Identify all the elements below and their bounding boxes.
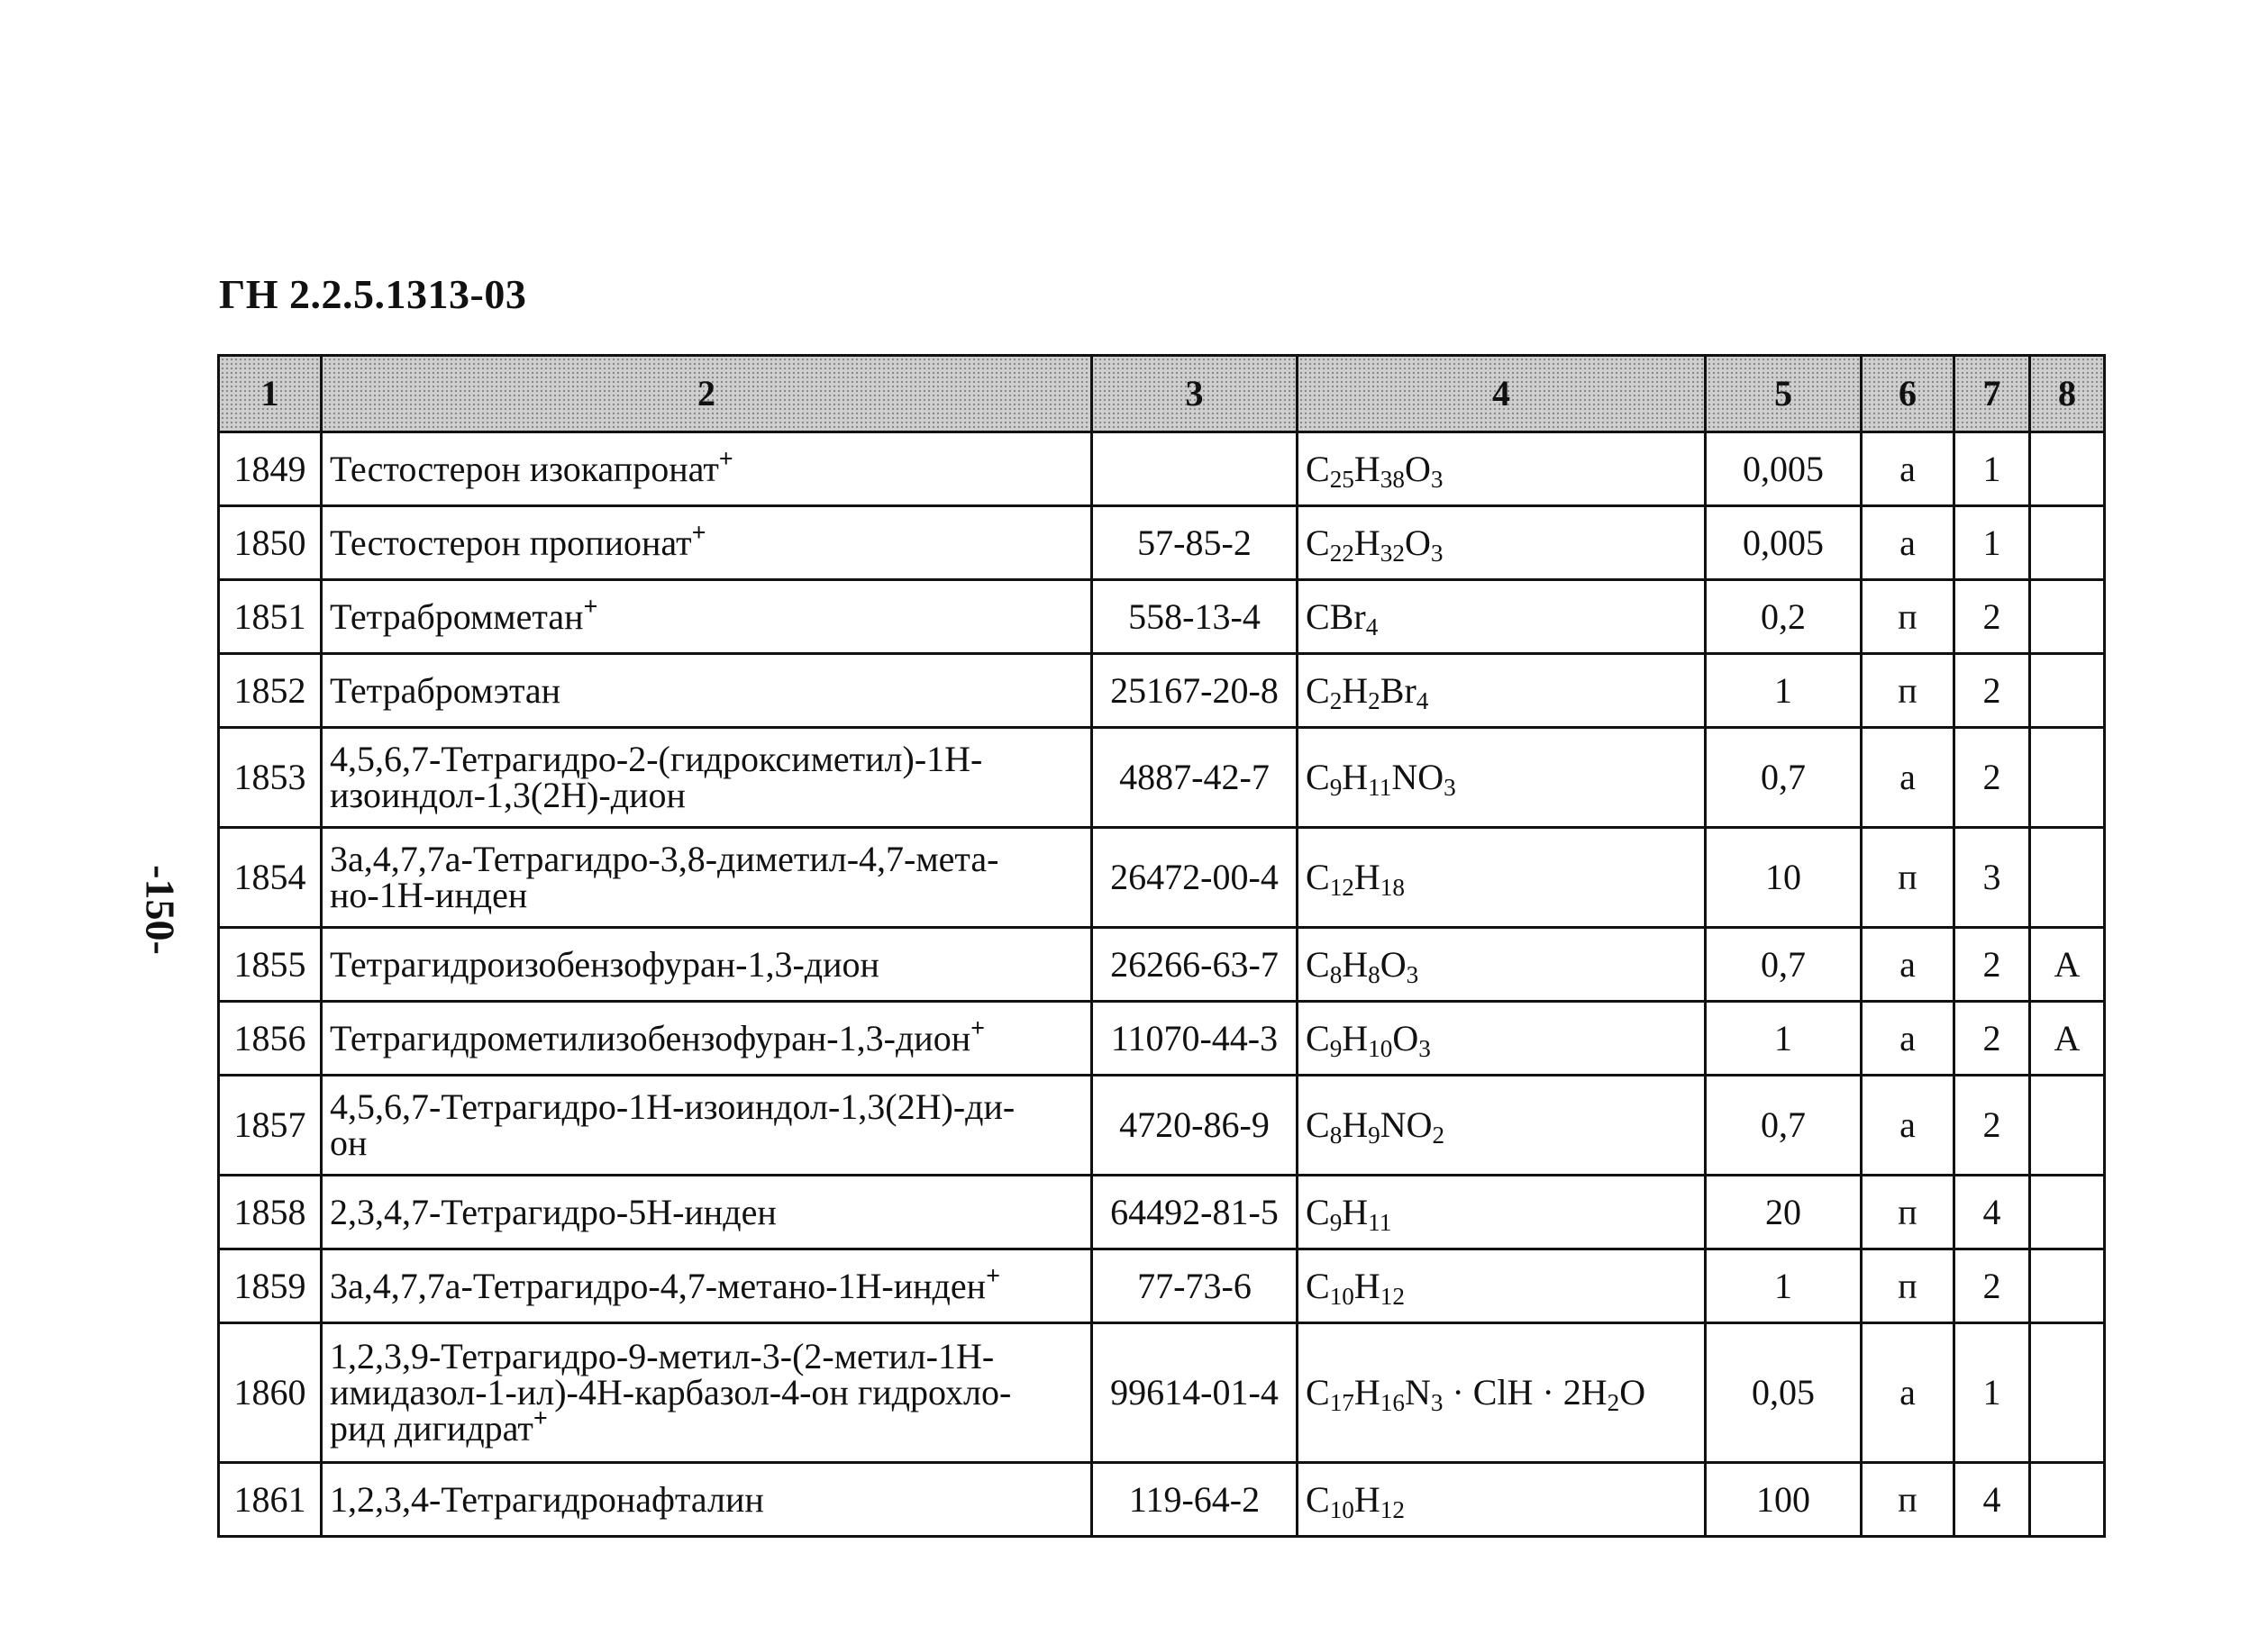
cas-number: 4887-42-7 — [1119, 757, 1270, 797]
cas-number-cell — [1092, 1076, 1298, 1176]
formula-subscript: 2 — [1607, 1388, 1620, 1416]
formula-cell — [1298, 1249, 1706, 1323]
limit-value: 100 — [1756, 1478, 1810, 1520]
substance-name-cell — [322, 1002, 1092, 1076]
substance-name-cell — [322, 1323, 1092, 1463]
row-number-cell — [219, 1076, 322, 1176]
row-number: 1860 — [233, 1372, 306, 1413]
formula-subscript: 8 — [1329, 1121, 1343, 1149]
formula-text: H — [1342, 943, 1369, 985]
table-row — [219, 1249, 2105, 1323]
cas-number-cell — [1092, 580, 1298, 654]
formula-cell — [1298, 580, 1706, 654]
note-cell — [2030, 432, 2105, 506]
formula-subscript: 25 — [1329, 465, 1354, 493]
cas-number: 26266-63-7 — [1110, 943, 1279, 985]
note-cell — [2030, 1176, 2105, 1249]
page-number: -150- — [137, 865, 184, 955]
substance-name-cell — [322, 1076, 1092, 1176]
table-row — [219, 432, 2105, 506]
limit-value: 0,05 — [1752, 1372, 1815, 1413]
row-number-cell — [219, 432, 322, 506]
substance-name: Тетрагидрометилизобензофуран-1,3-дион — [330, 1017, 971, 1058]
cas-number: 64492-81-5 — [1110, 1191, 1279, 1232]
limit-value: 0,005 — [1743, 522, 1824, 563]
table-row — [219, 580, 2105, 654]
substance-name-line: имидазол-1-ил)-4Н-карбазол-4-он гидрохло- — [330, 1372, 1012, 1413]
cas-number: 25167-20-8 — [1110, 669, 1279, 711]
hazard-class-cell — [1954, 1323, 2030, 1463]
aggregate-state: п — [1898, 669, 1917, 711]
hazard-class: 1 — [1982, 522, 2001, 563]
aggregate-state-cell — [1862, 1323, 1954, 1463]
formula-text: C — [1306, 757, 1330, 797]
substance-name: Тетрагидроизобензофуран-1,3-дион — [330, 943, 879, 985]
row-number-cell — [219, 1249, 322, 1323]
cas-number: 57-85-2 — [1137, 522, 1252, 563]
hazard-class-cell — [1954, 928, 2030, 1002]
header-col-7: 7 — [1954, 356, 2030, 432]
formula-subscript: 9 — [1329, 773, 1343, 801]
cas-number: 11070-44-3 — [1110, 1017, 1279, 1058]
plus-mark: + — [533, 1404, 548, 1433]
note: А — [2054, 1017, 2081, 1058]
table-row — [219, 828, 2105, 928]
aggregate-state-cell — [1862, 432, 1954, 506]
formula-text: C — [1306, 857, 1330, 897]
substance-name-cell — [322, 728, 1092, 828]
cas-number: 558-13-4 — [1128, 595, 1261, 637]
formula-subscript: 2 — [1432, 1121, 1445, 1149]
substance-name-line: 4,5,6,7-Тетрагидро-1Н-изоиндол-1,3(2Н)-ди- — [330, 1086, 1016, 1127]
aggregate-state-cell — [1862, 580, 1954, 654]
aggregate-state: п — [1898, 1191, 1917, 1232]
formula-text: O — [1404, 522, 1431, 563]
formula-text: H — [1353, 522, 1380, 563]
formula-subscript: 22 — [1329, 539, 1354, 567]
formula-subscript: 10 — [1329, 1495, 1354, 1523]
hazard-class: 1 — [1982, 448, 2001, 489]
limit-value: 0,7 — [1761, 943, 1806, 985]
formula-cell — [1298, 1463, 1706, 1537]
hazard-class: 2 — [1982, 1017, 2001, 1058]
table-row — [219, 1323, 2105, 1463]
substance-name-line: он — [330, 1122, 368, 1163]
substance-name-cell — [322, 1249, 1092, 1323]
row-number-cell — [219, 728, 322, 828]
cas-number: 99614-01-4 — [1110, 1372, 1279, 1413]
header-col-8: 8 — [2030, 356, 2105, 432]
limit-value-cell — [1706, 432, 1862, 506]
substance-name-line: рид дигидрат — [330, 1408, 533, 1449]
aggregate-state: а — [1899, 943, 1916, 985]
note: А — [2054, 943, 2081, 985]
row-number: 1861 — [233, 1478, 306, 1520]
formula-cell — [1298, 928, 1706, 1002]
plus-mark: + — [718, 445, 733, 474]
note-cell — [2030, 1323, 2105, 1463]
formula-text: C — [1306, 669, 1330, 711]
plus-mark: + — [970, 1014, 986, 1043]
formula-text: O — [1619, 1372, 1646, 1413]
formula-subscript: 8 — [1329, 960, 1343, 988]
formula-text: NO — [1391, 757, 1444, 797]
substance-name-cell — [322, 506, 1092, 580]
limit-value-cell — [1706, 580, 1862, 654]
table-row — [219, 1076, 2105, 1176]
hazard-class-cell — [1954, 1249, 2030, 1323]
formula-subscript: 32 — [1380, 539, 1405, 567]
row-number-cell — [219, 580, 322, 654]
limit-value: 0,7 — [1761, 1104, 1806, 1145]
aggregate-state-cell — [1862, 654, 1954, 728]
substance-name-line: но-1Н-инден — [330, 875, 528, 915]
plus-mark: + — [583, 593, 598, 622]
hazard-class-cell — [1954, 728, 2030, 828]
formula-subscript: 11 — [1368, 1208, 1392, 1236]
cas-number-cell — [1092, 928, 1298, 1002]
row-number-cell — [219, 1323, 322, 1463]
formula-text: N — [1404, 1372, 1431, 1413]
limit-value: 1 — [1774, 1017, 1792, 1058]
hazard-class-cell — [1954, 432, 2030, 506]
formula-subscript: 3 — [1406, 960, 1419, 988]
row-number: 1857 — [233, 1104, 306, 1145]
formula-subscript: 3 — [1418, 1034, 1431, 1062]
hazard-class: 2 — [1982, 757, 2001, 797]
formula-cell — [1298, 1323, 1706, 1463]
formula-cell — [1298, 1176, 1706, 1249]
row-number: 1859 — [233, 1265, 306, 1306]
table-row — [219, 1002, 2105, 1076]
table-row — [219, 654, 2105, 728]
formula-text: O — [1392, 1017, 1419, 1058]
row-number-cell — [219, 1463, 322, 1537]
limit-value: 0,2 — [1761, 595, 1806, 637]
cas-number-cell — [1092, 728, 1298, 828]
note-cell — [2030, 1249, 2105, 1323]
aggregate-state-cell — [1862, 1249, 1954, 1323]
formula-cell — [1298, 654, 1706, 728]
hazard-class: 2 — [1982, 669, 2001, 711]
header-row — [219, 356, 2105, 432]
formula-text: C — [1306, 1478, 1330, 1520]
aggregate-state-cell — [1862, 1176, 1954, 1249]
limit-value-cell — [1706, 506, 1862, 580]
substance-name-cell — [322, 828, 1092, 928]
row-number: 1850 — [233, 522, 306, 563]
formula-cell — [1298, 506, 1706, 580]
aggregate-state: п — [1898, 595, 1917, 637]
formula-cell — [1298, 432, 1706, 506]
aggregate-state: п — [1898, 1265, 1917, 1306]
cas-number-cell — [1092, 1176, 1298, 1249]
formula-text: C — [1306, 1104, 1330, 1145]
header-col-2: 2 — [322, 356, 1092, 432]
cas-number-cell — [1092, 432, 1298, 506]
aggregate-state: а — [1899, 522, 1916, 563]
formula-text: H — [1353, 1372, 1380, 1413]
row-number-cell — [219, 506, 322, 580]
note-cell — [2030, 506, 2105, 580]
aggregate-state-cell — [1862, 828, 1954, 928]
limit-value-cell — [1706, 1463, 1862, 1537]
aggregate-state-cell — [1862, 1076, 1954, 1176]
limit-value-cell — [1706, 1323, 1862, 1463]
substance-name: Тетрабромэтан — [330, 669, 561, 711]
limit-value: 10 — [1765, 857, 1801, 897]
row-number-cell — [219, 928, 322, 1002]
substance-name-cell — [322, 1176, 1092, 1249]
row-number-cell — [219, 654, 322, 728]
cas-number: 77-73-6 — [1137, 1265, 1252, 1306]
hazard-class-cell — [1954, 1076, 2030, 1176]
formula-subscript: 9 — [1329, 1034, 1343, 1062]
note-cell — [2030, 728, 2105, 828]
limit-value-cell — [1706, 654, 1862, 728]
row-number: 1858 — [233, 1191, 306, 1232]
formula-text: H — [1353, 448, 1380, 489]
formula-text: H — [1353, 1478, 1380, 1520]
note-cell — [2030, 928, 2105, 1002]
hazard-class-cell — [1954, 506, 2030, 580]
limit-value-cell — [1706, 1249, 1862, 1323]
formula-subscript: 38 — [1380, 465, 1405, 493]
note-cell — [2030, 580, 2105, 654]
formula-subscript: 12 — [1380, 1282, 1405, 1310]
substance-name-cell — [322, 928, 1092, 1002]
formula-text: H — [1342, 1104, 1369, 1145]
limit-value-cell — [1706, 1076, 1862, 1176]
hazard-class: 2 — [1982, 595, 2001, 637]
cas-number-cell — [1092, 1323, 1298, 1463]
cas-number: 26472-00-4 — [1110, 857, 1279, 897]
formula-text: NO — [1380, 1104, 1433, 1145]
formula-text: O — [1404, 448, 1431, 489]
hazard-class-cell — [1954, 1002, 2030, 1076]
note-cell — [2030, 1002, 2105, 1076]
formula-subscript: 3 — [1430, 465, 1444, 493]
formula-subscript: 18 — [1380, 873, 1405, 901]
cas-number-cell — [1092, 1002, 1298, 1076]
aggregate-state: а — [1899, 1017, 1916, 1058]
aggregate-state: а — [1899, 1372, 1916, 1413]
formula-subscript: 12 — [1329, 873, 1354, 901]
header-col-1: 1 — [219, 356, 322, 432]
table-row — [219, 728, 2105, 828]
formula-cell — [1298, 1002, 1706, 1076]
formula-text: H — [1342, 757, 1369, 797]
formula-cell — [1298, 728, 1706, 828]
substance-name: Тетрабромметан — [330, 595, 584, 637]
substance-name-line: 3а,4,7,7а-Тетрагидро-3,8-диметил-4,7-мета- — [330, 839, 999, 879]
table-row — [219, 1176, 2105, 1249]
formula-subscript: 10 — [1368, 1034, 1393, 1062]
substance-name-cell — [322, 580, 1092, 654]
header-col-3: 3 — [1092, 356, 1298, 432]
formula-subscript: 4 — [1365, 613, 1379, 640]
formula-text: C — [1306, 1372, 1330, 1413]
formula-subscript: 11 — [1368, 773, 1392, 801]
row-number-cell — [219, 1002, 322, 1076]
formula-subscript: 2 — [1368, 686, 1380, 714]
row-number-cell — [219, 828, 322, 928]
hazard-class: 1 — [1982, 1372, 2001, 1413]
limit-value-cell — [1706, 728, 1862, 828]
cas-number-cell — [1092, 506, 1298, 580]
row-number: 1851 — [233, 595, 306, 637]
formula-subscript: 2 — [1329, 686, 1343, 714]
aggregate-state: п — [1898, 1478, 1917, 1520]
substance-name-line: 1,2,3,9-Тетрагидро-9-метил-3-(2-метил-1Н- — [330, 1336, 995, 1376]
aggregate-state: а — [1899, 448, 1916, 489]
hazard-class-cell — [1954, 828, 2030, 928]
hazard-class: 4 — [1982, 1191, 2001, 1232]
formula-text: C — [1306, 1191, 1330, 1232]
substance-name: 1,2,3,4-Тетрагидронафталин — [330, 1478, 764, 1520]
limit-value: 1 — [1774, 1265, 1792, 1306]
limit-value-cell — [1706, 928, 1862, 1002]
formula-subscript: 12 — [1380, 1495, 1405, 1523]
formula-text: Br — [1380, 669, 1416, 711]
formula-text: O — [1380, 943, 1407, 985]
row-number-cell — [219, 1176, 322, 1249]
aggregate-state: а — [1899, 757, 1916, 797]
note-cell — [2030, 1463, 2105, 1537]
formula-subscript: 16 — [1380, 1388, 1405, 1416]
hazard-class: 3 — [1982, 857, 2001, 897]
cas-number-cell — [1092, 654, 1298, 728]
note-cell — [2030, 1076, 2105, 1176]
row-number: 1852 — [233, 669, 306, 711]
substance-name: 3а,4,7,7а-Тетрагидро-4,7-метано-1Н-инден — [330, 1265, 987, 1306]
aggregate-state-cell — [1862, 728, 1954, 828]
row-number: 1854 — [233, 857, 306, 897]
table-body — [219, 432, 2105, 1537]
formula-subscript: 9 — [1368, 1121, 1380, 1149]
substance-name-cell — [322, 654, 1092, 728]
aggregate-state-cell — [1862, 1463, 1954, 1537]
substance-name-cell — [322, 1463, 1092, 1537]
formula-cell — [1298, 1076, 1706, 1176]
substance-name-cell — [322, 432, 1092, 506]
substance-name: Тестостерон изокапронат — [330, 448, 719, 489]
row-number: 1849 — [233, 448, 306, 489]
formula-subscript: 3 — [1430, 539, 1444, 567]
formula-text: H — [1342, 1191, 1369, 1232]
formula-subscript: 9 — [1329, 1208, 1343, 1236]
plus-mark: + — [986, 1262, 1001, 1291]
aggregate-state-cell — [1862, 1002, 1954, 1076]
limit-value-cell — [1706, 1002, 1862, 1076]
formula-text: C — [1306, 448, 1330, 489]
aggregate-state: а — [1899, 1104, 1916, 1145]
cas-number: 4720-86-9 — [1119, 1104, 1270, 1145]
aggregate-state: п — [1898, 857, 1917, 897]
limit-value: 20 — [1765, 1191, 1801, 1232]
document-code: ГН 2.2.5.1313-03 — [219, 271, 527, 317]
note-cell — [2030, 828, 2105, 928]
cas-number-cell — [1092, 828, 1298, 928]
hazard-class-cell — [1954, 1463, 2030, 1537]
formula-subscript: 3 — [1430, 1388, 1444, 1416]
hazard-class: 2 — [1982, 943, 2001, 985]
formula-text: H — [1342, 1017, 1369, 1058]
substance-name-line: 4,5,6,7-Тетрагидро-2-(гидроксиметил)-1Н- — [330, 739, 983, 779]
formula-text: CBr — [1306, 595, 1366, 637]
formula-text: H — [1353, 857, 1380, 897]
hazard-class-cell — [1954, 580, 2030, 654]
hazard-class: 2 — [1982, 1265, 2001, 1306]
header-col-4: 4 — [1298, 356, 1706, 432]
hazard-class: 4 — [1982, 1478, 2001, 1520]
norms-table — [217, 354, 2106, 1538]
hazard-class-cell — [1954, 654, 2030, 728]
formula-cell — [1298, 828, 1706, 928]
formula-text: C — [1306, 522, 1330, 563]
formula-subscript: 8 — [1368, 960, 1380, 988]
formula-text: C — [1306, 1265, 1330, 1306]
note-cell — [2030, 654, 2105, 728]
formula-text: · ClH · 2H — [1443, 1372, 1608, 1413]
header-col-5: 5 — [1706, 356, 1862, 432]
limit-value: 0,005 — [1743, 448, 1824, 489]
row-number: 1856 — [233, 1017, 306, 1058]
hazard-class: 2 — [1982, 1104, 2001, 1145]
formula-subscript: 3 — [1444, 773, 1456, 801]
formula-subscript: 10 — [1329, 1282, 1354, 1310]
limit-value: 0,7 — [1761, 757, 1806, 797]
row-number: 1855 — [233, 943, 306, 985]
aggregate-state-cell — [1862, 928, 1954, 1002]
header-col-6: 6 — [1862, 356, 1954, 432]
limit-value-cell — [1706, 1176, 1862, 1249]
limit-value: 1 — [1774, 669, 1792, 711]
hazard-class-cell — [1954, 1176, 2030, 1249]
aggregate-state-cell — [1862, 506, 1954, 580]
substance-name: 2,3,4,7-Тетрагидро-5Н-инден — [330, 1191, 777, 1232]
table-row — [219, 506, 2105, 580]
table-row — [219, 928, 2105, 1002]
cas-number-cell — [1092, 1249, 1298, 1323]
formula-text: H — [1342, 669, 1369, 711]
formula-text: C — [1306, 943, 1330, 985]
cas-number-cell — [1092, 1463, 1298, 1537]
row-number: 1853 — [233, 757, 306, 797]
formula-subscript: 4 — [1416, 686, 1429, 714]
plus-mark: + — [691, 519, 706, 548]
formula-text: C — [1306, 1017, 1330, 1058]
table-row — [219, 1463, 2105, 1537]
substance-name: Тестостерон пропионат — [330, 522, 692, 563]
substance-name-line: изоиндол-1,3(2Н)-дион — [330, 775, 686, 815]
cas-number: 119-64-2 — [1128, 1478, 1261, 1520]
limit-value-cell — [1706, 828, 1862, 928]
formula-text: H — [1353, 1265, 1380, 1306]
formula-subscript: 17 — [1329, 1388, 1354, 1416]
